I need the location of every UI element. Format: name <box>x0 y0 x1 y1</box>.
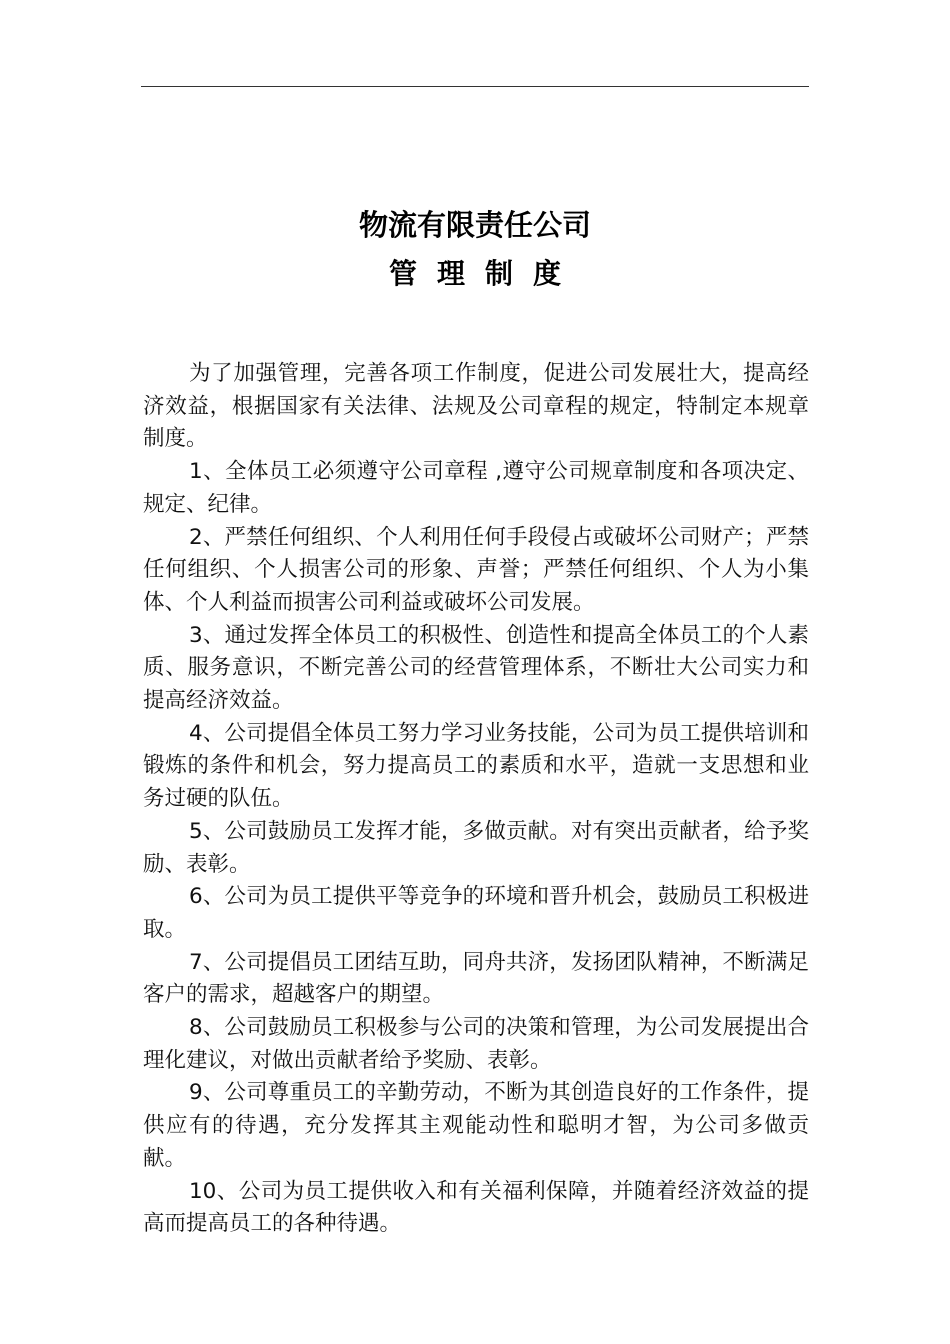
document-subtitle: 管理制度 <box>388 257 581 290</box>
rule-paragraph-2: 2、严禁任何组织、个人利用任何手段侵占或破坏公司财产；严禁任何组织、个人损害公司的形象、声誉；严禁任何组织、个人为小集体、个人利益而损害公司利益或破坏公司发展。 <box>143 524 809 615</box>
header-rule <box>141 86 809 87</box>
rule-paragraph-6: 6、公司为员工提供平等竞争的环境和晋升机会，鼓励员工积极进取。 <box>143 884 809 942</box>
intro-paragraph: 为了加强管理，完善各项工作制度，促进公司发展壮大，提高经济效益，根据国家有关法律、法规及公司章程的规定，特制定本规章制度。 <box>143 361 809 452</box>
document-body <box>143 358 809 1241</box>
rule-paragraph-10: 10、公司为员工提供收入和有关福利保障，并随着经济效益的提高而提高员工的各种待遇。 <box>143 1178 809 1237</box>
rule-paragraph-5: 5、公司鼓励员工发挥才能，多做贡献。对有突出贡献者，给予奖励、表彰。 <box>143 818 809 877</box>
document-title: 物流有限责任公司 <box>358 208 591 242</box>
rule-paragraph-7: 7、公司提倡员工团结互助，同舟共济，发扬团队精神，不断满足客户的需求，超越客户的期望。 <box>143 949 809 1008</box>
rule-paragraph-9: 9、公司尊重员工的辛勤劳动，不断为其创造良好的工作条件，提供应有的待遇，充分发挥其主观能动性和聪明才智，为公司多做贡献。 <box>143 1080 809 1171</box>
rule-paragraph-4: 4、公司提倡全体员工努力学习业务技能，公司为员工提供培训和锻炼的条件和机会，努力提高员工的素质和水平，造就一支思想和业务过硬的队伍。 <box>143 720 809 812</box>
rule-paragraph-1: 1、全体员工必须遵守公司章程 ,遵守公司规章制度和各项决定、规定、纪律。 <box>143 459 809 517</box>
rule-paragraph-3: 3、通过发挥全体员工的积极性、创造性和提高全体员工的个人素质、服务意识，不断完善公司的经营管理体系，不断壮大公司实力和提高经济效益。 <box>143 622 809 714</box>
rule-paragraph-8: 8、公司鼓励员工积极参与公司的决策和管理，为公司发展提出合理化建议，对做出贡献者给予奖励、表彰。 <box>143 1015 809 1073</box>
